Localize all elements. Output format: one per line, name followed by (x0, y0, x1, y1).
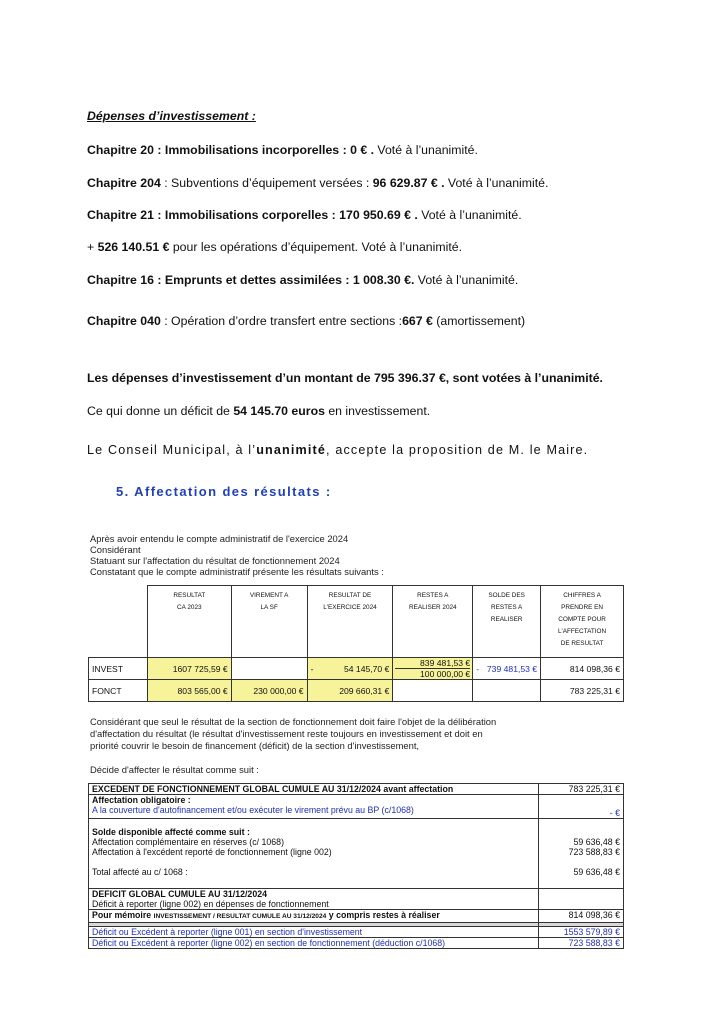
line-amount: 96 629.87 € . (372, 176, 445, 190)
cell-exercice: - 54 145,70 € (307, 658, 393, 680)
header-cell: CHIFFRES A PRENDRE EN COMPTE POUR L'AFFECTATION DE RESULTAT (541, 586, 624, 658)
aff-label: EXCEDENT DE FONCTIONNEMENT GLOBAL CUMULE AU 31/12/2024 avant affectation (89, 784, 539, 795)
line-text: : Subventions d’équipement versées : (160, 176, 373, 190)
line-text: Voté à l’unanimité. (374, 143, 478, 157)
aff-value: 1553 579,89 € (539, 927, 624, 938)
results-row-invest (89, 658, 624, 680)
considering-line: Considérant que seul le résultat de la section de fonctionnement doit faire l'objet de la délibération (90, 716, 497, 727)
header-cell: RESULTAT CA 2023 (147, 586, 231, 658)
cell-chiffres: 783 225,31 € (541, 680, 624, 702)
line-chapitre-20 (87, 143, 478, 157)
line-operations (87, 240, 462, 254)
line-deficit (87, 404, 430, 418)
aff-label: DEFICIT GLOBAL CUMULE AU 31/12/2024 Déficit à reporter (ligne 002) en dépenses de fonctionnement (89, 889, 539, 910)
header-cell: RESTES A REALISER 2024 (393, 586, 473, 658)
cell-chiffres: 814 098,36 € (541, 658, 624, 680)
header-cell: SOLDE DES RESTES A REALISER (473, 586, 541, 658)
aff-row-solde (89, 819, 624, 889)
aff-row-obligatoire (89, 795, 624, 819)
aff-row-memoire (89, 910, 624, 923)
line-text: pour les opérations d’équipement. Voté à l’unanimité. (169, 240, 463, 254)
cell-ca2023: 1607 725,59 € (147, 658, 231, 680)
aff-value: 59 636,48 € 723 588,83 € 59 636,48 € (539, 819, 624, 889)
aff-row-ligne-002 (89, 938, 624, 949)
row-label: FONCT (89, 680, 148, 702)
considering-line: priorité couvrir le besoin de financement (déficit) de la section d'investissement, (90, 740, 420, 751)
cell-exercice: 209 660,31 € (307, 680, 393, 702)
intro-line: Constatant que le compte administratif présente les résultats suivants : (90, 566, 384, 577)
aff-value: 723 588,83 € (539, 938, 624, 949)
line-chapitre-040 (87, 314, 525, 328)
cell-virement (231, 658, 307, 680)
line-text: + (87, 240, 98, 254)
line-chapitre-21 (87, 208, 522, 222)
line-chapitre-204 (87, 176, 548, 190)
aff-value: 814 098,36 € (539, 910, 624, 923)
line-bold: Chapitre 21 : Immobilisations corporelles : 170 950.69 € . (87, 208, 418, 222)
affectation-table (88, 783, 624, 949)
line-amount: 667 € (402, 314, 433, 328)
line-conseil (87, 443, 588, 457)
aff-row-ligne-001 (89, 927, 624, 938)
line-text: Voté à l’unanimité. (417, 208, 522, 222)
cell-restes: 839 481,53 € 100 000,00 € (393, 658, 473, 680)
aff-label: Pour mémoire INVESTISSEMENT / RESULTAT CUMULE AU 31/12/2024 y compris restes à réaliser (89, 910, 539, 923)
line-text: Voté à l’unanimité. (414, 273, 519, 287)
line-chapitre-16 (87, 273, 518, 287)
line-bold: Chapitre 16 : Emprunts et dettes assimilées : 1 008.30 €. (87, 273, 415, 287)
line-text: Voté à l’unanimité. (444, 176, 549, 190)
cell-ca2023: 803 565,00 € (147, 680, 231, 702)
section-heading: Dépenses d’investissement : (87, 109, 256, 123)
header-empty (89, 586, 148, 658)
row-label: INVEST (89, 658, 148, 680)
header-cell: VIREMENT A LA SF (231, 586, 307, 658)
aff-label: Déficit ou Excédent à reporter (ligne 001) en section d'investissement (89, 927, 539, 938)
results-table (88, 585, 624, 702)
line-text: en investissement. (324, 404, 431, 418)
aff-value: - € (539, 795, 624, 819)
section-title: 5. Affectation des résultats : (116, 484, 332, 499)
line-amount: 54 145.70 euros (233, 404, 325, 418)
intro-line: Après avoir entendu le compte administratif de l'exercice 2024 (90, 533, 349, 544)
aff-value (539, 889, 624, 910)
aff-label: Déficit ou Excédent à reporter (ligne 002) en section de fonctionnement (déduction c/1068) (89, 938, 539, 949)
aff-label: Affectation obligatoire : A la couverture d'autofinancement et/ou exécuter le virement prévu au BP (c/1068) (89, 795, 539, 819)
line-text: Ce qui donne un déficit de (87, 404, 234, 418)
intro-line: Considérant (90, 544, 141, 555)
considering-line: d'affectation du résultat (le résultat d'investissement reste toujours en investissement et doit en (90, 728, 483, 739)
line-text: : Opération d’ordre transfert entre sections : (160, 314, 403, 328)
line-text: (amortissement) (432, 314, 526, 328)
aff-value: 783 225,31 € (539, 784, 624, 795)
intro-line: Statuant sur l'affectation du résultat de fonctionnement 2024 (90, 555, 340, 566)
cell-restes (393, 680, 473, 702)
line-total-depenses: Les dépenses d’investissement d’un montant de 795 396.37 €, sont votées à l’unanimité. (87, 371, 603, 385)
header-cell: RESULTAT DE L'EXERCICE 2024 (307, 586, 393, 658)
cell-virement: 230 000,00 € (231, 680, 307, 702)
cell-solde (473, 680, 541, 702)
aff-label: Solde disponible affecté comme suit : Affectation complémentaire en réserves (c/ 1068) Affectation à l'excédent reporté de fonctionnement (ligne 002) Total affecté au c/ 1068 : (89, 819, 539, 889)
aff-row-excedent (89, 784, 624, 795)
results-row-fonct (89, 680, 624, 702)
aff-row-deficit (89, 889, 624, 910)
cell-solde: - 739 481,53 € (473, 658, 541, 680)
line-amount: 526 140.51 € (97, 240, 170, 254)
line-bold: Chapitre 040 (87, 314, 161, 328)
line-text: Le Conseil Municipal, à l’ (87, 443, 257, 457)
line-bold: unanimité (256, 443, 327, 457)
line-bold: Chapitre 204 (87, 176, 161, 190)
line-bold: Chapitre 20 : Immobilisations incorporelles : 0 € . (87, 143, 375, 157)
decide-line: Décide d'affecter le résultat comme suit : (90, 764, 259, 775)
results-header-row (89, 586, 624, 658)
line-text: , accepte la proposition de M. le Maire. (326, 443, 589, 457)
